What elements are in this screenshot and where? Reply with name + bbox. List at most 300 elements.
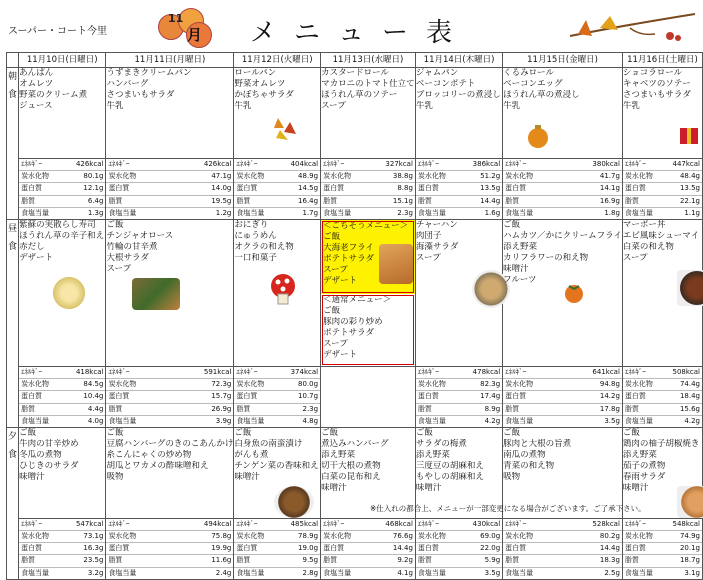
dish-photo bbox=[49, 276, 89, 310]
nutrition-row bbox=[623, 208, 702, 219]
menu-item: ジャムパン bbox=[415, 68, 459, 78]
nutrient-value: 3.9g bbox=[215, 416, 232, 425]
month-number: 11 bbox=[168, 12, 184, 25]
nutrient-label: 炭水化物 bbox=[417, 380, 446, 389]
nutrition-row bbox=[416, 416, 502, 427]
nutrient-value: 17.4g bbox=[480, 392, 501, 401]
nutrition-row bbox=[321, 568, 415, 579]
menu-item: ほうれん草の辛子和え bbox=[19, 230, 105, 241]
nutrition-row bbox=[106, 404, 233, 416]
nutrition-row bbox=[623, 367, 702, 379]
nutrition-row bbox=[321, 543, 415, 555]
menu-item: スープ bbox=[321, 101, 346, 111]
nutrient-label: 食塩当量 bbox=[417, 568, 446, 577]
menu-item: 野菜オムレツ bbox=[234, 79, 286, 89]
nutrient-label: 食塩当量 bbox=[323, 568, 352, 577]
nutrient-label: ｴﾈﾙｷﾞｰ bbox=[236, 367, 258, 376]
menu-item: 吸物 bbox=[503, 471, 521, 482]
menu-item: マーボー丼 bbox=[622, 219, 666, 230]
nutrient-value: 386kcal bbox=[472, 160, 501, 168]
dish-photo bbox=[132, 278, 180, 310]
nutrient-value: 18.7g bbox=[679, 556, 700, 565]
menu-item: 青菜の和え物 bbox=[503, 460, 555, 471]
nutrient-value: 12.1g bbox=[83, 184, 104, 193]
nutrient-label: 脂質 bbox=[108, 556, 123, 565]
nutrient-label: 炭水化物 bbox=[323, 532, 352, 541]
nutrition-row bbox=[106, 531, 233, 543]
nutrient-value: 17.8g bbox=[599, 404, 620, 413]
nutrient-value: 591kcal bbox=[203, 367, 232, 376]
nutrient-label: 脂質 bbox=[417, 404, 432, 413]
nutrition-row bbox=[234, 519, 320, 531]
menu-item: フルーツ bbox=[503, 274, 537, 285]
footer-note: ※仕入れの都合上、メニューが一部変更になる場合がございます。ご了承下さい。 bbox=[370, 504, 646, 513]
nutrient-value: 14.2g bbox=[599, 392, 620, 401]
nutrition-row bbox=[416, 543, 502, 555]
nutrition-row bbox=[234, 208, 320, 219]
nutrient-label: 蛋白質 bbox=[21, 544, 43, 553]
menu-item: くるみロール bbox=[503, 68, 554, 78]
nutrition-row bbox=[19, 568, 105, 579]
nutrition-row bbox=[19, 208, 105, 219]
menu-item: サラダの梅煮 bbox=[415, 438, 467, 449]
nutrient-label: 脂質 bbox=[21, 404, 36, 413]
nutrient-value: 75.8g bbox=[211, 532, 232, 541]
nutrient-value: 430kcal bbox=[472, 519, 501, 528]
nutrition-row bbox=[503, 519, 622, 531]
nutrient-label: 食塩当量 bbox=[624, 568, 653, 577]
nutrition-row bbox=[106, 555, 233, 567]
nutrient-label: 食塩当量 bbox=[505, 208, 534, 217]
dinner-nutrition-row bbox=[7, 518, 703, 579]
menu-item: がんも煮 bbox=[234, 449, 269, 460]
nutrition-cell bbox=[234, 518, 321, 579]
nutrient-label: 食塩当量 bbox=[108, 568, 137, 577]
nutrient-value: 19.0g bbox=[298, 544, 319, 553]
nutrition-row bbox=[106, 367, 233, 379]
menu-item: スープ bbox=[622, 252, 648, 263]
nutrient-label: ｴﾈﾙｷﾞｰ bbox=[417, 160, 439, 168]
date-header: 11月13日(水曜日) bbox=[321, 53, 416, 68]
nutrient-value: 548kcal bbox=[672, 519, 700, 528]
menu-item: スープ bbox=[323, 338, 348, 349]
menu-item: 味噌汁 bbox=[321, 482, 347, 493]
menu-item: オムレツ bbox=[19, 79, 54, 89]
menu-item: ブロッコリーの煮浸し bbox=[415, 90, 501, 100]
menu-item: 肉団子 bbox=[415, 230, 442, 241]
nutrient-value: 78.9g bbox=[298, 532, 319, 541]
nutrient-value: 468kcal bbox=[385, 519, 413, 528]
menu-item: マカロニのトマト仕立て bbox=[321, 79, 415, 89]
nutrient-label: 炭水化物 bbox=[624, 532, 653, 541]
nutrient-value: 9.5g bbox=[302, 556, 319, 565]
nutrient-value: 18.3g bbox=[599, 556, 620, 565]
menu-item: 赤だし bbox=[19, 241, 45, 252]
nutrient-label: 食塩当量 bbox=[505, 568, 534, 577]
nutrition-row bbox=[19, 196, 105, 208]
nutrient-value: 18.4g bbox=[679, 392, 700, 401]
nutrient-label: 食塩当量 bbox=[417, 208, 446, 217]
page-title: メニュー表 bbox=[250, 18, 471, 48]
breakfast-items-row bbox=[7, 68, 703, 159]
nutrient-value: 16.3g bbox=[83, 544, 104, 553]
menu-item: 牛乳 bbox=[234, 101, 252, 111]
nutrient-label: 脂質 bbox=[236, 556, 251, 565]
nutrient-value: 4.2g bbox=[484, 416, 501, 425]
nutrition-row bbox=[623, 196, 702, 208]
nutrient-label: ｴﾈﾙｷﾞｰ bbox=[21, 367, 43, 376]
nutrient-value: 19.5g bbox=[211, 196, 232, 205]
nutrient-value: 22.1g bbox=[679, 196, 700, 205]
nutrient-value: 1.7g bbox=[302, 208, 319, 217]
menu-cell bbox=[19, 68, 106, 159]
nutrition-row bbox=[106, 379, 233, 391]
menu-item: ご飯 bbox=[234, 427, 252, 438]
nutrient-label: 脂質 bbox=[624, 196, 639, 205]
menu-item: にゅうめん bbox=[234, 230, 277, 241]
menu-cell bbox=[503, 68, 623, 159]
nutrient-value: 51.2g bbox=[480, 172, 501, 181]
nutrient-label: ｴﾈﾙｷﾞｰ bbox=[323, 160, 345, 168]
menu-item: 牛乳 bbox=[622, 101, 640, 111]
nutrient-value: 14.4g bbox=[392, 544, 413, 553]
nutrient-label: 蛋白質 bbox=[417, 544, 439, 553]
menu-item: 胡瓜とワカメの酢味噌和え bbox=[106, 460, 209, 471]
menu-item: ベーコンポテト bbox=[415, 79, 476, 89]
nutrient-label: ｴﾈﾙｷﾞｰ bbox=[505, 160, 527, 168]
menu-item: 海藻サラダ bbox=[415, 241, 459, 252]
menu-cell bbox=[503, 219, 623, 366]
nutrient-value: 14.5g bbox=[298, 184, 319, 193]
nutrient-label: ｴﾈﾙｷﾞｰ bbox=[236, 519, 258, 528]
nutrition-row bbox=[321, 531, 415, 543]
nutrition-row bbox=[503, 367, 622, 379]
nutrition-row bbox=[106, 391, 233, 403]
nutrition-row bbox=[623, 531, 702, 543]
nutrition-row bbox=[416, 555, 502, 567]
nutrition-row bbox=[19, 379, 105, 391]
menu-item: 野菜のクリーム煮 bbox=[19, 90, 88, 100]
dish-photo bbox=[677, 270, 703, 306]
nutrient-label: 食塩当量 bbox=[21, 208, 50, 217]
nutrient-value: 76.6g bbox=[392, 532, 413, 541]
nutrient-value: 14.1g bbox=[599, 184, 620, 193]
nutrition-row bbox=[106, 519, 233, 531]
nutrient-label: ｴﾈﾙｷﾞｰ bbox=[624, 367, 646, 376]
nutrition-row bbox=[416, 196, 502, 208]
menu-item: ひじきのサラダ bbox=[19, 460, 79, 471]
nutrient-value: 38.8g bbox=[392, 172, 413, 181]
menu-cell bbox=[106, 219, 234, 366]
menu-item: 豆腐ハンバーグのきのこあんかけ bbox=[106, 438, 234, 449]
nutrition-row bbox=[503, 568, 622, 579]
menu-item: ご飯 bbox=[106, 427, 124, 438]
menu-item: 味噌汁 bbox=[415, 482, 442, 493]
nutrient-label: 炭水化物 bbox=[417, 532, 446, 541]
menu-item: ご飯 bbox=[622, 427, 640, 438]
nutrition-row bbox=[623, 568, 702, 579]
nutrition-row bbox=[321, 196, 415, 208]
nutrition-cell bbox=[19, 366, 106, 427]
menu-item: 吸物 bbox=[106, 471, 124, 482]
dish-photo bbox=[379, 244, 413, 284]
nutrition-row bbox=[19, 416, 105, 427]
nutrient-label: 蛋白質 bbox=[108, 392, 130, 401]
month-badge bbox=[156, 6, 212, 46]
menu-cell bbox=[415, 68, 502, 159]
nutrition-row bbox=[234, 159, 320, 171]
nutrient-label: 食塩当量 bbox=[417, 416, 446, 425]
nutrition-row bbox=[19, 519, 105, 531]
nutrition-row bbox=[416, 391, 502, 403]
dish-photo bbox=[274, 486, 314, 518]
menu-item: さつまいもサラダ bbox=[106, 90, 175, 100]
nutrient-label: 炭水化物 bbox=[624, 172, 653, 181]
nutrition-row bbox=[623, 543, 702, 555]
nutrient-value: 22.0g bbox=[480, 544, 501, 553]
menu-item: ポテトサラダ bbox=[323, 253, 374, 264]
nutrient-label: 脂質 bbox=[417, 556, 432, 565]
persimmon-icon bbox=[563, 282, 585, 304]
nutrient-value: 447kcal bbox=[672, 160, 700, 168]
nutrient-value: 84.5g bbox=[83, 380, 104, 389]
nutrient-label: 炭水化物 bbox=[108, 172, 137, 181]
nutrient-value: 15.7g bbox=[211, 392, 232, 401]
nutrient-label: 炭水化物 bbox=[505, 532, 534, 541]
nutrient-value: 14.4g bbox=[480, 196, 501, 205]
date-header: 11月16日(土曜日) bbox=[622, 53, 702, 68]
nutrition-cell bbox=[415, 366, 502, 427]
nutrition-row bbox=[623, 555, 702, 567]
breakfast-label: 朝 食 bbox=[7, 68, 19, 220]
menu-item: さつまいもサラダ bbox=[622, 90, 691, 100]
nutrient-label: 蛋白質 bbox=[505, 392, 527, 401]
nutrient-label: 蛋白質 bbox=[417, 392, 439, 401]
menu-cell bbox=[106, 68, 234, 159]
nutrient-label: 炭水化物 bbox=[21, 380, 50, 389]
regular-menu-box bbox=[321, 294, 415, 366]
menu-item: あんぱん bbox=[19, 68, 54, 78]
nutrient-label: 食塩当量 bbox=[108, 208, 137, 217]
nutrient-label: 蛋白質 bbox=[505, 184, 527, 193]
nutrition-row bbox=[503, 183, 622, 195]
nutrition-row bbox=[19, 183, 105, 195]
menu-item: デザート bbox=[323, 275, 358, 286]
nutrient-value: 508kcal bbox=[672, 367, 700, 376]
nutrient-value: 3.5g bbox=[604, 416, 620, 425]
nutrient-label: 脂質 bbox=[108, 196, 123, 205]
menu-item: もやしの胡麻和え bbox=[415, 471, 484, 482]
nutrition-row bbox=[106, 416, 233, 427]
nutrition-row bbox=[623, 391, 702, 403]
nutrition-row bbox=[503, 543, 622, 555]
menu-item: ご飯 bbox=[106, 219, 124, 230]
menu-item: 牛乳 bbox=[415, 101, 433, 111]
nutrient-label: 脂質 bbox=[236, 404, 251, 413]
nutrition-row bbox=[623, 159, 702, 171]
nutrient-label: ｴﾈﾙｷﾞｰ bbox=[21, 160, 43, 168]
nutrient-label: 炭水化物 bbox=[108, 380, 137, 389]
nutrient-value: 9.2g bbox=[397, 556, 413, 565]
nutrient-value: 485kcal bbox=[290, 519, 319, 528]
nutrition-row bbox=[234, 404, 320, 416]
nutrition-row bbox=[321, 519, 415, 531]
nutrient-value: 41.7g bbox=[599, 172, 620, 181]
nutrient-value: 23.5g bbox=[83, 556, 104, 565]
menu-cell bbox=[415, 219, 502, 366]
menu-item: カリフラワーの和え物 bbox=[503, 252, 589, 263]
menu-item: 牛乳 bbox=[106, 101, 124, 111]
nutrient-label: 炭水化物 bbox=[21, 172, 50, 181]
date-header: 11月10日(日曜日) bbox=[19, 53, 106, 68]
nutrient-value: 15.6g bbox=[679, 404, 700, 413]
nutrient-value: 14.4g bbox=[599, 544, 620, 553]
nutrient-label: 炭水化物 bbox=[236, 532, 265, 541]
nutrient-label: ｴﾈﾙｷﾞｰ bbox=[108, 519, 130, 528]
nutrient-label: 食塩当量 bbox=[236, 568, 265, 577]
nutrition-row bbox=[503, 555, 622, 567]
nutrient-value: 72.3g bbox=[211, 380, 232, 389]
nutrient-value: 26.9g bbox=[211, 404, 232, 413]
nutrition-row bbox=[416, 531, 502, 543]
menu-item: 味噌汁 bbox=[503, 263, 529, 274]
nutrient-value: 641kcal bbox=[592, 367, 620, 376]
nutrition-row bbox=[416, 183, 502, 195]
menu-item: 茄子の煮物 bbox=[622, 460, 666, 471]
nutrition-cell bbox=[234, 366, 321, 427]
nutrition-cell bbox=[622, 366, 702, 427]
christmas-ornament-icon bbox=[525, 124, 551, 150]
nutrition-row bbox=[321, 208, 415, 219]
header bbox=[0, 0, 703, 52]
menu-item: 南瓜の煮物 bbox=[503, 449, 546, 460]
nutrition-row bbox=[234, 555, 320, 567]
menu-item: ポテトサラダ bbox=[323, 327, 374, 338]
nutrient-value: 13.5g bbox=[480, 184, 501, 193]
nutrient-value: 74.4g bbox=[679, 380, 700, 389]
nutrient-value: 4.2g bbox=[684, 416, 700, 425]
menu-item: スープ bbox=[415, 252, 441, 263]
menu-item: 三度豆の胡麻和え bbox=[415, 460, 484, 471]
nutrient-label: 脂質 bbox=[624, 404, 639, 413]
nutrient-value: 2.3g bbox=[397, 208, 413, 217]
menu-item: 白身魚の南蛮漬け bbox=[234, 438, 303, 449]
nutrient-value: 20.1g bbox=[679, 544, 700, 553]
nutrient-value: 8.9g bbox=[484, 404, 501, 413]
nutrient-label: 蛋白質 bbox=[624, 184, 646, 193]
nutrient-value: 80.2g bbox=[599, 532, 620, 541]
nutrient-value: 1.8g bbox=[604, 208, 620, 217]
menu-table bbox=[6, 52, 703, 580]
menu-item: デザート bbox=[19, 252, 54, 263]
nutrition-row bbox=[234, 543, 320, 555]
nutrient-label: 脂質 bbox=[505, 196, 520, 205]
regular-menu-title: ＜通常メニュー＞ bbox=[323, 294, 392, 305]
menu-item: 豚肉の彩り炒め bbox=[323, 316, 383, 327]
lunch-label: 昼 食 bbox=[7, 219, 19, 427]
nutrient-value: 1.3g bbox=[87, 208, 104, 217]
nutrition-row bbox=[106, 196, 233, 208]
nutrition-row bbox=[234, 531, 320, 543]
nutrient-value: 5.9g bbox=[484, 556, 501, 565]
mushroom-icon bbox=[264, 272, 302, 306]
nutrient-value: 494kcal bbox=[203, 519, 232, 528]
nutrient-label: 炭水化物 bbox=[236, 172, 265, 181]
menu-item: 冬瓜の煮物 bbox=[19, 449, 62, 460]
menu-cell bbox=[321, 68, 416, 159]
nutrient-value: 15.1g bbox=[392, 196, 413, 205]
menu-item: かぼちゃサラダ bbox=[234, 90, 294, 100]
nutrient-value: 69.0g bbox=[480, 532, 501, 541]
breakfast-nutrition-row bbox=[7, 159, 703, 220]
nutrient-value: 16.9g bbox=[599, 196, 620, 205]
menu-item: おにぎり bbox=[234, 219, 269, 230]
nutrition-row bbox=[623, 171, 702, 183]
nutrition-row bbox=[106, 568, 233, 579]
nutrient-value: 19.9g bbox=[211, 544, 232, 553]
nutrition-row bbox=[416, 208, 502, 219]
nutrient-value: 380kcal bbox=[592, 160, 620, 168]
nutrition-cell bbox=[321, 518, 416, 579]
nutrition-row bbox=[623, 404, 702, 416]
menu-item: 鶏肉の柚子胡椒焼き bbox=[622, 438, 700, 449]
nutrition-row bbox=[503, 391, 622, 403]
menu-item: 豚肉と大根の旨煮 bbox=[503, 438, 572, 449]
nutrition-row bbox=[416, 367, 502, 379]
menu-item: ハムカツ／かにクリームフライ bbox=[503, 230, 622, 241]
menu-item: ベーコンエッグ bbox=[503, 79, 563, 89]
nutrient-value: 426kcal bbox=[203, 160, 232, 168]
nutrient-label: ｴﾈﾙｷﾞｰ bbox=[624, 519, 646, 528]
nutrition-row bbox=[234, 391, 320, 403]
nutrition-row bbox=[321, 183, 415, 195]
nutrition-row bbox=[19, 531, 105, 543]
nutrient-label: 食塩当量 bbox=[505, 416, 534, 425]
nutrition-row bbox=[416, 568, 502, 579]
nutrient-value: 48.4g bbox=[679, 172, 700, 181]
nutrition-cell bbox=[415, 159, 502, 220]
nutrient-label: 脂質 bbox=[505, 404, 520, 413]
nutrient-value: 16.4g bbox=[298, 196, 319, 205]
nutrient-label: 蛋白質 bbox=[624, 392, 646, 401]
menu-item: ご飯 bbox=[503, 219, 521, 230]
nutrition-row bbox=[416, 379, 502, 391]
nutrient-value: 327kcal bbox=[385, 160, 413, 168]
nutrient-label: ｴﾈﾙｷﾞｰ bbox=[417, 519, 439, 528]
facility-name: スーパー・コート今里 bbox=[8, 26, 107, 37]
menu-item: 大海老フライ bbox=[323, 242, 374, 253]
nutrition-row bbox=[503, 208, 622, 219]
nutrient-label: 蛋白質 bbox=[323, 184, 345, 193]
nutrition-row bbox=[503, 159, 622, 171]
nutrition-row bbox=[19, 543, 105, 555]
date-header: 11月12日(火曜日) bbox=[234, 53, 321, 68]
nutrition-cell bbox=[622, 159, 702, 220]
date-header: 11月15日(金曜日) bbox=[503, 53, 623, 68]
nutrition-row bbox=[503, 531, 622, 543]
nutrient-value: 426kcal bbox=[75, 160, 104, 168]
nutrient-value: 10.7g bbox=[298, 392, 319, 401]
menu-item: 糸こんにゃくの炒め物 bbox=[106, 449, 192, 460]
corner-cell bbox=[7, 53, 19, 68]
menu-item: 味噌汁 bbox=[234, 471, 260, 482]
nutrition-row bbox=[321, 555, 415, 567]
nutrient-label: 食塩当量 bbox=[624, 416, 653, 425]
nutrient-label: 炭水化物 bbox=[624, 380, 653, 389]
dinner-label: 夕 食 bbox=[7, 427, 19, 579]
nutrient-label: 脂質 bbox=[108, 404, 123, 413]
nutrient-value: 74.9g bbox=[679, 532, 700, 541]
